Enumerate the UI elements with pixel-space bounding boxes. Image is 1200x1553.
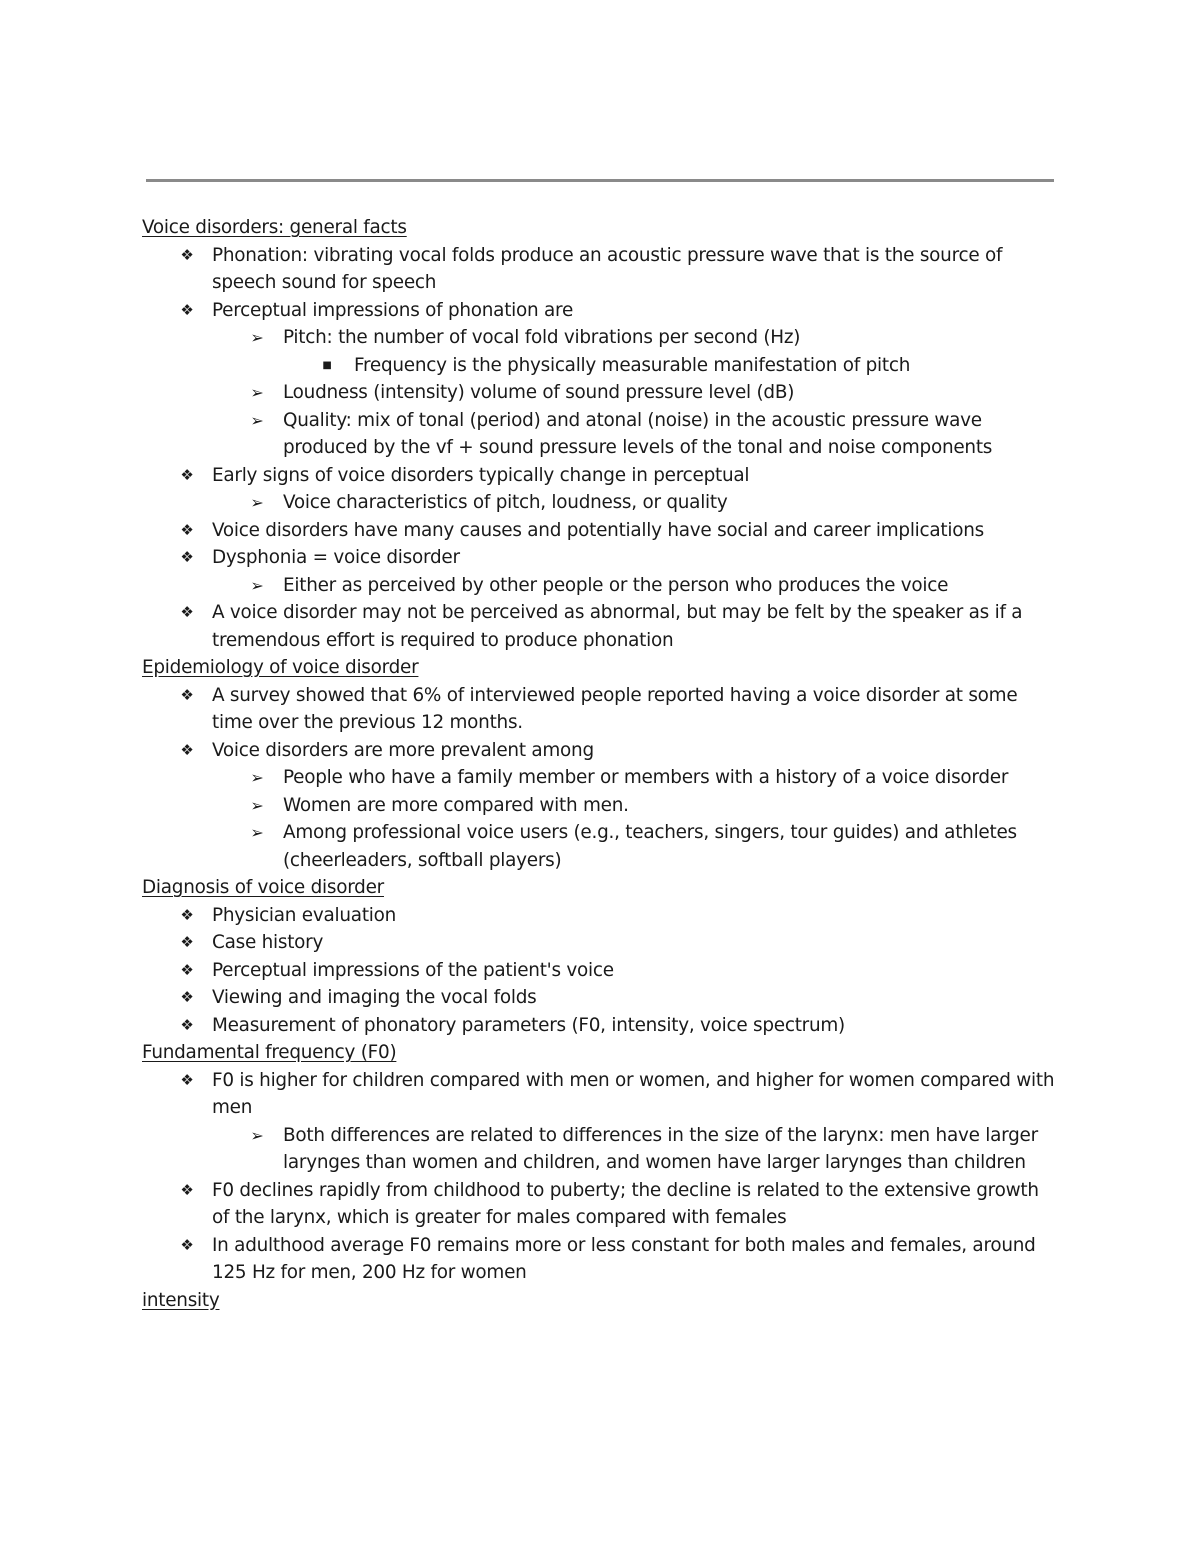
list-item [142,379,1057,407]
section-heading: Voice disorders: general facts [142,217,407,238]
list-item-text: Quality: mix of tonal (period) and atonal (noise) in the acoustic pressure wave produced by the vf + sound pressure levels of the tonal and noise components [283,409,993,458]
list-item-text: Voice disorders have many causes and potentially have social and career implications [212,519,984,541]
list-item-text: Voice disorders are more prevalent among [212,739,594,761]
diamond-bullet-icon: ❖ [180,740,194,759]
list-item [142,1177,1057,1232]
diamond-bullet-icon: ❖ [180,685,194,704]
list-item-text: People who have a family member or members with a history of a voice disorder [283,767,1009,788]
list-item-text: Perceptual impressions of phonation are [212,299,574,321]
list-item-text: Pitch: the number of vocal fold vibrations per second (Hz) [283,327,801,348]
list-item-text: In adulthood average F0 remains more or less constant for both males and females, around 125 Hz for men, 200 Hz for women [212,1234,1036,1283]
list-item-text: Case history [212,932,324,953]
section-heading: Diagnosis of voice disorder [142,877,384,898]
list-item-text: Loudness (intensity) volume of sound pressure level (dB) [283,382,795,403]
list-item [142,1012,1057,1040]
list-item-text: Among professional voice users (e.g., teachers, singers, tour guides) and athletes (cheerleaders, softball players) [283,822,1017,871]
list-item [142,929,1057,957]
list-item-text: A voice disorder may not be perceived as abnormal, but may be felt by the speaker as if a tremendous effort is required to produce phonation [212,602,1023,651]
list-item-text: Measurement of phonatory parameters (F0, intensity, voice spectrum) [212,1014,845,1036]
section-heading: Fundamental frequency (F0) [142,1042,397,1063]
arrow-bullet-icon: ➢ [250,328,264,347]
list-item [142,489,1057,517]
list-item-text: Viewing and imaging the vocal folds [212,987,537,1008]
list-item-text: Physician evaluation [212,904,397,926]
list-item [142,599,1057,654]
list-item [142,902,1057,930]
list-item [142,682,1057,737]
list-item [142,544,1057,572]
list-item [142,407,1057,462]
diamond-bullet-icon: ❖ [180,960,194,979]
list-item-text: Dysphonia = voice disorder [212,547,460,568]
arrow-bullet-icon: ➢ [250,575,264,595]
list-item [142,764,1057,792]
list-item-text: Early signs of voice disorders typically change in perceptual [212,464,750,486]
section-heading: intensity [142,1289,220,1311]
list-item [142,1232,1057,1287]
diamond-bullet-icon: ❖ [180,520,194,539]
list-item [142,1122,1057,1177]
list-item [142,324,1057,352]
list-item-text: A survey showed that 6% of interviewed people reported having a voice disorder at some time over the previous 12 months. [212,684,1018,733]
list-item-text: Voice characteristics of pitch, loudness, or quality [283,492,728,513]
list-item [142,792,1057,820]
arrow-bullet-icon: ➢ [250,768,264,787]
list-item [142,352,1057,380]
list-item [142,242,1057,297]
diamond-bullet-icon: ❖ [180,300,194,319]
list-item-text: F0 declines rapidly from childhood to puberty; the decline is related to the extensive growth of the larynx, which is greater for males compared with females [212,1179,1039,1228]
list-item [142,957,1057,985]
list-item-text: Perceptual impressions of the patient's voice [212,959,614,981]
arrow-bullet-icon: ➢ [250,1125,264,1145]
diamond-bullet-icon: ❖ [180,548,194,566]
list-item-text: Frequency is the physically measurable manifestation of pitch [354,354,911,376]
list-item-text: Both differences are related to differences in the size of the larynx: men have larger larynges than women and children, and women have larger larynges than children [283,1124,1038,1173]
list-item [142,572,1057,600]
diamond-bullet-icon: ❖ [180,465,194,484]
list-item [142,819,1057,874]
arrow-bullet-icon: ➢ [250,795,264,815]
diamond-bullet-icon: ❖ [180,1015,194,1034]
arrow-bullet-icon: ➢ [250,823,264,842]
list-item [142,984,1057,1012]
arrow-bullet-icon: ➢ [250,493,264,512]
list-item-text: F0 is higher for children compared with men or women, and higher for women compared with men [212,1069,1055,1118]
section-heading: Epidemiology of voice disorder [142,657,419,678]
document-body [142,214,1057,1314]
list-item-text: Phonation: vibrating vocal folds produce an acoustic pressure wave that is the source of speech sound for speech [212,244,1003,293]
diamond-bullet-icon: ❖ [180,245,194,264]
square-bullet-icon: ■ [322,359,332,371]
diamond-bullet-icon: ❖ [180,988,194,1006]
horizontal-rule [146,179,1054,182]
diamond-bullet-icon: ❖ [180,1235,194,1254]
list-item [142,462,1057,490]
list-item [142,297,1057,325]
diamond-bullet-icon: ❖ [180,1180,194,1199]
list-item [142,737,1057,765]
list-item-text: Women are more compared with men. [283,794,629,816]
diamond-bullet-icon: ❖ [180,1070,194,1089]
arrow-bullet-icon: ➢ [250,383,264,402]
diamond-bullet-icon: ❖ [180,905,194,924]
list-item-text: Either as perceived by other people or the person who produces the voice [283,574,949,596]
list-item [142,517,1057,545]
arrow-bullet-icon: ➢ [250,410,264,430]
list-item [142,1067,1057,1122]
diamond-bullet-icon: ❖ [180,933,194,951]
diamond-bullet-icon: ❖ [180,603,194,621]
